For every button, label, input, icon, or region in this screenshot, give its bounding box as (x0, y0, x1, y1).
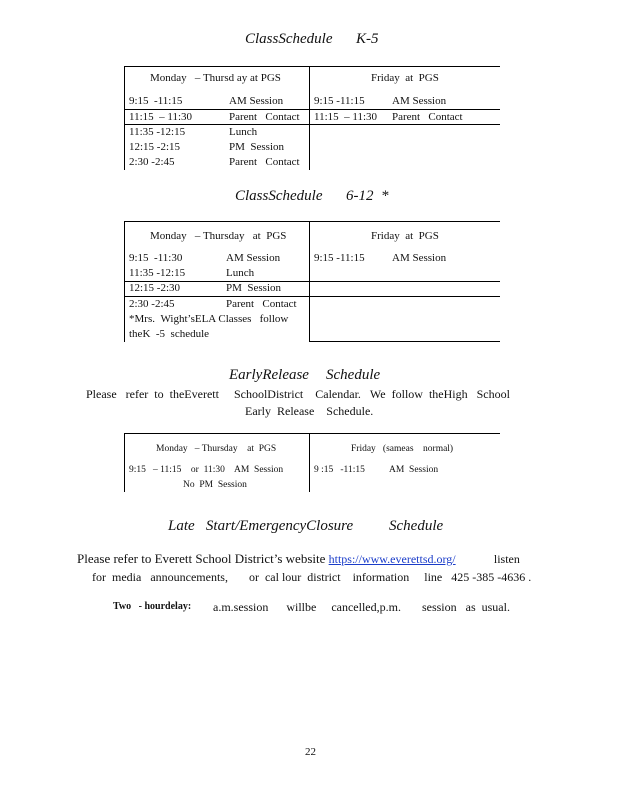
early-right-header: Friday (sameas normal) (351, 444, 454, 454)
g612-fri-time: 9:15 -11:15 (314, 252, 365, 264)
k5-fri-time: 11:15 – 11:30 (314, 111, 378, 123)
g612-row-activity: AM Session (226, 252, 281, 264)
k5-row-activity: PM Session (229, 141, 285, 153)
k5-row-time: 2:30 -2:45 (129, 156, 175, 168)
g612-row-activity: PM Session (226, 282, 282, 294)
g612-row-time: 2:30 -2:45 (129, 298, 175, 310)
late-title-2: Schedule (389, 518, 444, 534)
k5-row-activity: Parent Contact (229, 111, 300, 123)
g612-row-activity: Lunch (226, 267, 255, 279)
k5-right-header: Friday at PGS (371, 72, 439, 84)
late-title: Late Start/EmergencyClosure (168, 518, 354, 534)
early-fri-time: 9 :15 -11:15 (314, 465, 365, 475)
late-text: listen (493, 552, 520, 566)
page-number: 22 (305, 746, 316, 758)
early-left-header: Monday – Thursday at PGS (156, 444, 277, 454)
early-row-note: No PM Session (183, 480, 247, 490)
k5-grade: K-5 (356, 31, 379, 47)
early-title: EarlyRelease (229, 367, 309, 383)
k5-title: ClassSchedule (245, 31, 333, 47)
early-text: Please refer to theEverett SchoolDistrict Calendar. We follow theHigh School (86, 387, 510, 401)
delay-label: Two - hourdelay: (113, 601, 192, 612)
early-title-2: Schedule (326, 367, 381, 383)
g612-title: ClassSchedule (235, 188, 323, 204)
g612-row-time: 11:35 -12:15 (129, 267, 186, 279)
early-fri-activity: AM Session (389, 465, 439, 475)
k5-row-time: 11:35 -12:15 (129, 126, 186, 138)
g612-fri-activity: AM Session (392, 252, 447, 264)
k5-left-header: Monday – Thursd ay at PGS (150, 72, 281, 84)
k5-row-activity: Parent Contact (229, 156, 300, 168)
late-text: Please refer to Everett School District’s website (77, 551, 326, 566)
k5-row-time: 11:15 – 11:30 (129, 111, 193, 123)
late-text-line1 (77, 551, 520, 567)
district-website-link[interactable]: https://www.everettsd.org/ (328, 552, 456, 566)
delay-text: a.m.session willbe cancelled,p.m. session as usual. (213, 600, 510, 614)
g612-left-header: Monday – Thursday at PGS (150, 230, 287, 242)
g612-grade: 6-12 * (346, 188, 389, 204)
k5-fri-time: 9:15 -11:15 (314, 95, 365, 107)
k5-row-time: 9:15 -11:15 (129, 95, 183, 107)
k5-row-time: 12:15 -2:15 (129, 141, 181, 153)
k5-fri-activity: Parent Contact (392, 111, 463, 123)
k5-row-activity: Lunch (229, 126, 258, 138)
k5-fri-activity: AM Session (392, 95, 447, 107)
late-text: for media announcements, or cal lour district information line 425 -385 -4636 . (92, 570, 532, 584)
g612-note: theK -5 schedule (129, 328, 210, 340)
k5-row-activity: AM Session (229, 95, 284, 107)
early-row-activity: AM Session (234, 465, 284, 475)
g612-note: *Mrs. Wight’sELA Classes follow (129, 313, 289, 325)
early-text: Early Release Schedule. (245, 404, 374, 418)
g612-row-activity: Parent Contact (226, 298, 297, 310)
early-row-time: 9:15 – 11:15 or 11:30 (129, 465, 225, 475)
g612-row-time: 9:15 -11:30 (129, 252, 183, 264)
g612-row-time: 12:15 -2:30 (129, 282, 181, 294)
g612-right-header: Friday at PGS (371, 230, 439, 242)
